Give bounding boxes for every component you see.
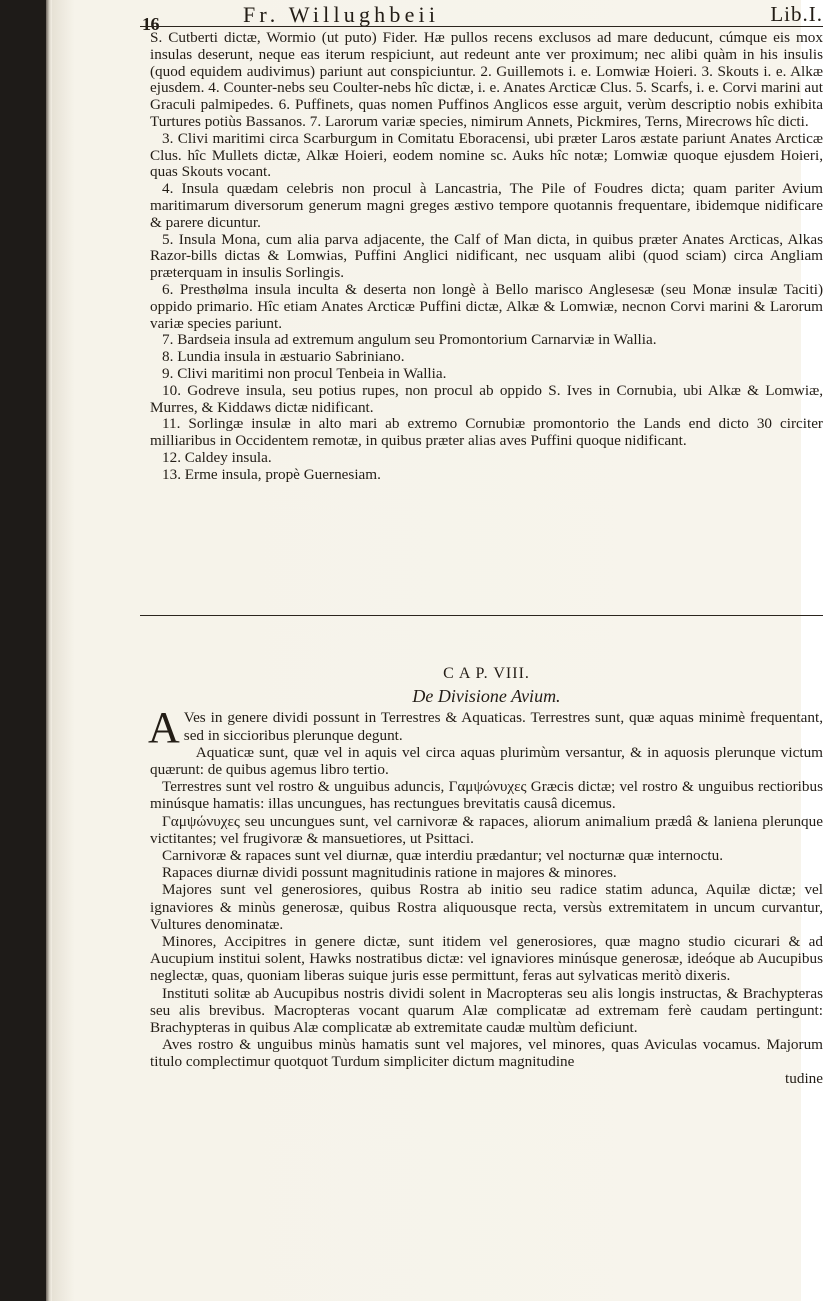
book-page xyxy=(52,0,823,1301)
paragraph: Terrestres sunt vel rostro & unguibus aduncis, Γαμψώνυχες Græcis dictæ; vel rostro & unguibus rectioribus minúsque hamatis: illas uncungues, has rectungues brevitatis causâ dicemus. xyxy=(150,778,823,813)
paragraph: 4. Insula quædam celebris non procul à Lancastria, The Pile of Foudres dicta; quam pariter Avium maritimarum diversorum generum magni greges æstivo tempore quotannis frequentare, ibidemque nidificare & parere dicuntur. xyxy=(150,180,823,231)
running-head: Fr. Willughbeii xyxy=(243,2,440,27)
chapter-section xyxy=(150,665,823,1087)
paragraph: Aquaticæ sunt, quæ vel in aquis vel circa aquas plurimùm versantur, & in aquosis plerunque victum quærunt: de quibus agemus libro tertio. xyxy=(150,743,823,779)
paragraph: 6. Presthølma insula inculta & deserta non longè à Bello marisco Anglesesæ (seu Monæ insulæ Taciti) oppido primario. Hîc etiam Anates Arcticæ Puffini dictæ, Alkæ & Lomwiæ, necnon Corvi marini & Larorum variæ species pariunt. xyxy=(150,280,823,332)
chapter-title: C A P. VIII. xyxy=(443,665,530,682)
paragraph: Carnivoræ & rapaces sunt vel diurnæ, quæ interdiu prædantur; vel nocturnæ quæ internoctu. xyxy=(162,847,723,865)
chapter-subtitle: De Divisione Avium. xyxy=(412,686,561,707)
paragraph: 13. Erme insula, propè Guernesiam. xyxy=(162,465,381,483)
book-label: Lib.I. xyxy=(770,2,823,26)
paragraph: Minores, Accipitres in genere dictæ, sunt itidem vel generosiores, quæ magno studio cicurari & ad Aucupium institui solent, Hawks nostratibus dictæ: vel ignaviores minúsque generosæ, ideóque ab Aucupibus neglectæ, quas, quoniam liberas suique juris esse permittunt, feras aut sylvaticas meritò dixeris. xyxy=(150,933,823,985)
paragraph: 11. Sorlingæ insulæ in alto mari ab extremo Cornubiæ promontorio the Lands end dicto 30 circiter milliaribus in Occidentem remotæ, in quibus præter alias aves Puffini quoque nidificant. xyxy=(150,415,823,450)
drop-cap: A xyxy=(148,703,180,753)
paragraph: 5. Insula Mona, cum alia parva adjacente, the Calf of Man dicta, in quibus præter Anates Arcticas, Alkas Razor-bills dictas & Lomwias, Puffini Anglici nidificant, nec usquam alibi (quod sciam) circa Angliam præterquam in insulis Sorlingis. xyxy=(150,230,823,282)
paragraph: Γαμψώνυχες seu uncungues sunt, vel carnivoræ & rapaces, aliorum animalium prædâ & laniena plerunque victitantes; vel frugivoræ & mansuetiores, ut Psittaci. xyxy=(150,812,823,847)
paragraph: 10. Godreve insula, seu potius rupes, non procul ab oppido S. Ives in Cornubia, ubi Alkæ & Lomwiæ, Murres, & Kiddaws dictæ nidificant. xyxy=(150,381,823,416)
catchword: tudine xyxy=(785,1069,823,1087)
paragraph: 12. Caldey insula. xyxy=(162,448,272,466)
paragraph: S. Cutberti dictæ, Wormio (ut puto) Fider. Hæ pullos recens exclusos ad mare deducunt, cúmque eis mox insulas deserunt, neque eas iterum respiciunt, aut redeunt ante ver proximum; nec alibi quàm in his insulis (quod equidem audivimus) pariunt aut conspiciuntur. 2. Guillemots i. e. Lomwiæ Hoieri. 3. Skouts i. e. Alkæ ejusdem. 4. Counter-nebs seu Coulter-nebs hîc dictæ, i. e. Anates Arcticæ Clus. 5. Scarfs, i. e. Corvi marini aut Graculi palmipedes. 6. Puffinets, quas nomen Puffinos Anglicos esse arguit, verùm descriptio nobis exhibita Turtures potiùs Bassanos. 7. Larorum variæ species, nimirum Annets, Pickmires, Terns, Mirecrows hîc dicti. xyxy=(150,29,823,130)
header-rule xyxy=(140,26,823,27)
page-number: 16 xyxy=(142,14,159,34)
page-header xyxy=(142,2,823,34)
book-spine-shadow xyxy=(0,0,46,1301)
paragraph: Aves rostro & unguibus minùs hamatis sunt vel majores, vel minores, quas Aviculas vocamus. Majorum titulo complectimur quotquot Turdum simpliciter dictum magnitudine xyxy=(150,1036,823,1071)
paragraph: Rapaces diurnæ dividi possunt magnitudinis ratione in majores & minores. xyxy=(162,864,617,882)
locations-list xyxy=(150,30,823,484)
section-rule xyxy=(140,615,823,616)
paragraph: Majores sunt vel generosiores, quibus Rostra ab initio seu radice statim adunca, Aquilæ dictæ; vel ignaviores & minùs generosæ, quibus Rostra aliquousque recta, versùs extremitatem in uncum curvantur, Vultures denominatæ. xyxy=(150,881,823,933)
opening-paragraph xyxy=(148,703,823,753)
paragraph: 3. Clivi maritimi circa Scarburgum in Comitatu Eboracensi, ubi præter Laros æstate pariunt Anates Arcticæ Clus. hîc Mullets dictæ, Alkæ Hoieri, eodem nomine sc. Auks hîc notæ; Lomwiæ quoque ejusdem Hoieri, quas Skouts vocant. xyxy=(150,129,823,181)
paragraph: 8. Lundia insula in æstuario Sabriniano. xyxy=(162,348,405,366)
paragraph: Instituti solitæ ab Aucupibus nostris dividi solent in Macropteras seu alis longis instructas, & Brachypteras seu alis brevibus. Macropteras vocant quarum Alæ complicatæ ad extremam ferè caudam pertingunt: Brachypteras in quibus Alæ complicatæ ab extremitate caudæ multùm deficiunt. xyxy=(150,984,823,1037)
paragraph: 7. Bardseia insula ad extremum angulum seu Promontorium Carnarviæ in Wallia. xyxy=(162,331,657,349)
paragraph-text: Ves in genere dividi possunt in Terrestres & Aquaticas. Terrestres sunt, quæ aquas minimè frequentant, sed in siccioribus plerunque degunt. xyxy=(183,709,823,744)
paragraph: 9. Clivi maritimi non procul Tenbeia in Wallia. xyxy=(162,364,447,382)
